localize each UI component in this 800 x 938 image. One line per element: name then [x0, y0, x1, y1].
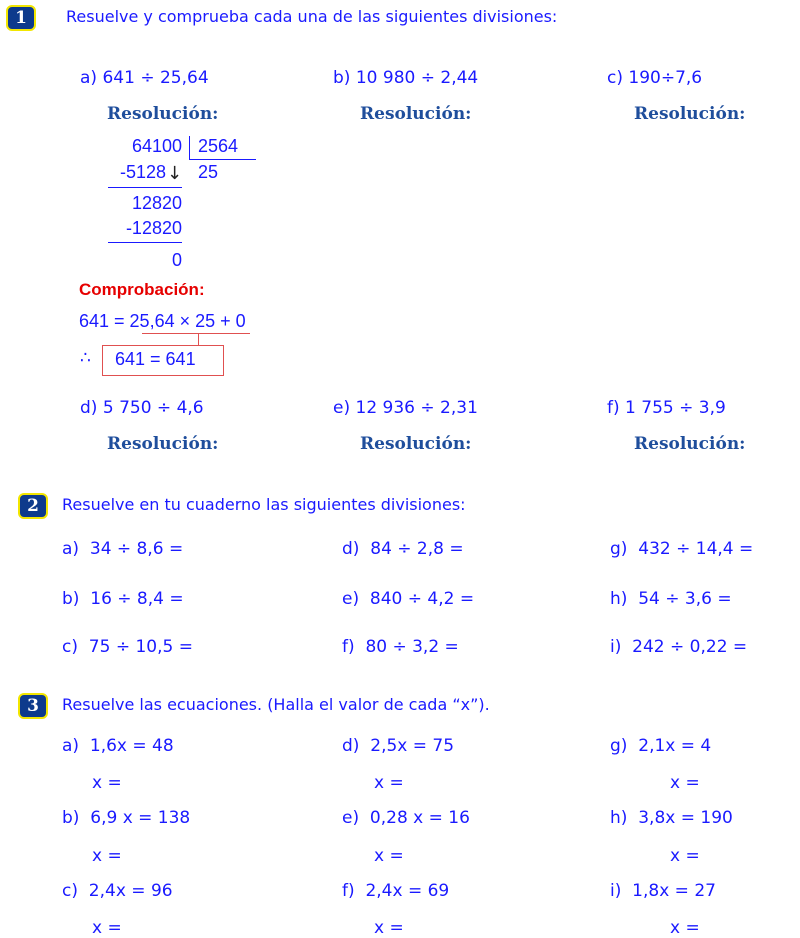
- problem-label: g): [610, 539, 628, 559]
- partial-dividend: 12820: [131, 193, 182, 213]
- problem-label: g): [610, 736, 628, 756]
- therefore-symbol: ∴: [80, 348, 91, 368]
- subtraction-line-1: [108, 187, 182, 188]
- equation-e: [342, 808, 470, 828]
- answer-prompt: x =: [670, 846, 700, 866]
- resolution-heading: Resolución:: [634, 434, 746, 454]
- problem-expression: 80 ÷ 3,2 =: [365, 637, 459, 657]
- answer-prompt: x =: [374, 773, 404, 793]
- answer-prompt: x =: [374, 918, 404, 938]
- answer-prompt: x =: [92, 846, 122, 866]
- exercise-instruction: Resuelve las ecuaciones. (Halla el valor de cada “x”).: [62, 695, 490, 714]
- problem-expression: 5 750 ÷ 4,6: [102, 398, 204, 418]
- problem-c: [607, 68, 702, 88]
- check-heading: Comprobación:: [79, 280, 205, 299]
- equation-d: [342, 736, 454, 756]
- quotient: 25: [198, 162, 219, 182]
- equation-b: [62, 808, 190, 828]
- resolution-heading: Resolución:: [634, 104, 746, 124]
- problem-label: f): [342, 637, 355, 657]
- problem-expression: 34 ÷ 8,6 =: [89, 539, 184, 559]
- equation-i: [610, 881, 716, 901]
- problem-d: [342, 539, 464, 559]
- problem-label: e): [333, 398, 351, 418]
- problem-expression: 2,5x = 75: [370, 736, 455, 756]
- problem-label: a): [80, 68, 98, 88]
- product-underline: [142, 333, 250, 334]
- subtraction-1: -5128: [119, 162, 166, 182]
- problem-h: [610, 589, 732, 609]
- problem-expression: 1 755 ÷ 3,9: [625, 398, 726, 418]
- problem-label: d): [80, 398, 98, 418]
- problem-b: [62, 589, 184, 609]
- problem-expression: 75 ÷ 10,5 =: [88, 637, 193, 657]
- problem-label: f): [342, 881, 355, 901]
- problem-expression: 432 ÷ 14,4 =: [638, 539, 754, 559]
- problem-expression: 1,6x = 48: [89, 736, 174, 756]
- problem-c: [62, 637, 193, 657]
- problem-expression: 12 936 ÷ 2,31: [355, 398, 478, 418]
- resolution-heading: Resolución:: [360, 104, 472, 124]
- problem-expression: 2,1x = 4: [638, 736, 712, 756]
- subtraction-2: -12820: [125, 218, 182, 238]
- problem-label: f): [607, 398, 620, 418]
- equation-f: [342, 881, 449, 901]
- problem-label: i): [610, 881, 622, 901]
- problem-label: b): [62, 589, 80, 609]
- problem-expression: 16 ÷ 8,4 =: [90, 589, 184, 609]
- answer-prompt: x =: [92, 773, 122, 793]
- dividend: 64100: [131, 136, 182, 156]
- problem-a: [80, 68, 209, 88]
- problem-d: [80, 398, 204, 418]
- problem-f: [607, 398, 726, 418]
- problem-expression: 54 ÷ 3,6 =: [638, 589, 732, 609]
- problem-expression: 84 ÷ 2,8 =: [370, 539, 464, 559]
- exercise-number-badge: 3: [18, 693, 48, 719]
- exercise-instruction: Resuelve en tu cuaderno las siguientes divisiones:: [62, 495, 466, 514]
- check-equation: [79, 311, 246, 332]
- problem-expression: 840 ÷ 4,2 =: [369, 589, 475, 609]
- equation-c: [62, 881, 173, 901]
- problem-expression: 190÷7,6: [628, 68, 703, 88]
- check-result: 641 = 641: [115, 349, 196, 369]
- check-lhs: 641 =: [79, 311, 130, 331]
- problem-e: [333, 398, 478, 418]
- problem-expression: 0,28 x = 16: [369, 808, 470, 828]
- problem-label: c): [607, 68, 623, 88]
- problem-label: b): [333, 68, 351, 88]
- division-bracket-horizontal: [189, 159, 256, 160]
- exercise-number-badge: 2: [18, 493, 48, 519]
- equation-h: [610, 808, 733, 828]
- problem-expression: 10 980 ÷ 2,44: [355, 68, 479, 88]
- bring-down-arrow-icon: ↓: [167, 163, 183, 184]
- problem-e: [342, 589, 474, 609]
- check-rest: + 0: [215, 311, 246, 331]
- problem-g: [610, 539, 753, 559]
- problem-i: [610, 637, 747, 657]
- problem-label: a): [62, 539, 80, 559]
- problem-a: [62, 539, 183, 559]
- resolution-heading: Resolución:: [107, 434, 219, 454]
- answer-prompt: x =: [92, 918, 122, 938]
- answer-prompt: x =: [670, 773, 700, 793]
- problem-expression: 6,9 x = 138: [90, 808, 191, 828]
- division-bracket-vertical: [189, 136, 190, 160]
- problem-label: h): [610, 589, 628, 609]
- problem-label: a): [62, 736, 80, 756]
- problem-f: [342, 637, 459, 657]
- subtraction-line-2: [108, 242, 182, 243]
- problem-label: c): [62, 637, 78, 657]
- problem-label: d): [342, 539, 360, 559]
- exercise-number-badge: 1: [6, 5, 36, 31]
- resolution-heading: Resolución:: [360, 434, 472, 454]
- problem-label: e): [342, 808, 360, 828]
- check-product: 25,64 × 25: [129, 311, 216, 331]
- exercise-instruction: Resuelve y comprueba cada una de las siguientes divisiones:: [66, 7, 558, 26]
- answer-prompt: x =: [670, 918, 700, 938]
- problem-label: c): [62, 881, 78, 901]
- answer-prompt: x =: [374, 846, 404, 866]
- problem-label: e): [342, 589, 360, 609]
- equation-g: [610, 736, 711, 756]
- divisor: 2564: [198, 136, 239, 156]
- problem-expression: 3,8x = 190: [638, 808, 733, 828]
- problem-b: [333, 68, 478, 88]
- problem-expression: 1,8x = 27: [632, 881, 716, 901]
- problem-expression: 2,4x = 69: [365, 881, 450, 901]
- problem-label: b): [62, 808, 80, 828]
- problem-expression: 641 ÷ 25,64: [102, 68, 209, 88]
- problem-expression: 2,4x = 96: [88, 881, 173, 901]
- problem-label: d): [342, 736, 360, 756]
- remainder: 0: [171, 250, 182, 270]
- problem-label: i): [610, 637, 622, 657]
- problem-label: h): [610, 808, 628, 828]
- equation-a: [62, 736, 174, 756]
- problem-expression: 242 ÷ 0,22 =: [632, 637, 748, 657]
- resolution-heading: Resolución:: [107, 104, 219, 124]
